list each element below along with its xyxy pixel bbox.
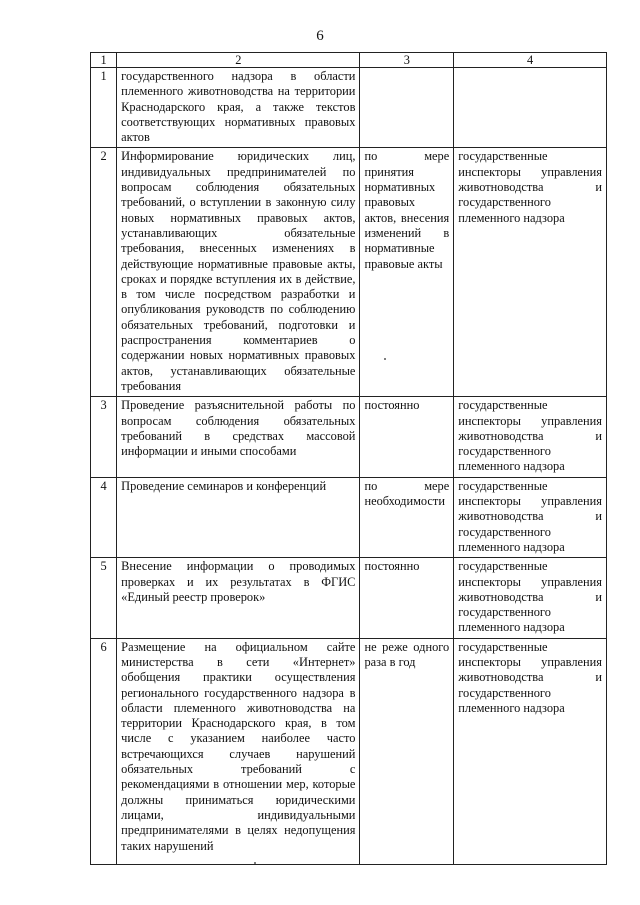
- measure-text: Размещение на официальном сайте министерства в сети «Интернет» обобщения практики осуществления регионального государственного надзора в области племенного животноводства на территории Краснодарского края, в том числе с указанием наиболее часто встречающихся случаев нарушений обязательных требований с рекомендациями в отношении мер, которые должны приниматься юридическими лицами, индивидуальными предпринимателями в целях недопущения таких нарушений: [117, 638, 360, 864]
- row-number: 3: [91, 397, 117, 477]
- row-number: 5: [91, 558, 117, 638]
- header-col-4: 4: [454, 53, 607, 68]
- measure-term: не реже одного раза в год: [360, 638, 454, 864]
- measure-responsible: государственные инспекторы управления животноводства и государственного племенного надзора: [454, 558, 607, 638]
- scan-speck: [384, 358, 386, 360]
- row-number: 2: [91, 148, 117, 397]
- measure-responsible: государственные инспекторы управления животноводства и государственного племенного надзора: [454, 638, 607, 864]
- measure-term: по мере принятия нормативных правовых актов, внесения изменений в нормативные правовые акты: [360, 148, 454, 397]
- measure-text: Проведение семинаров и конференций: [117, 477, 360, 557]
- header-col-3: 3: [360, 53, 454, 68]
- scan-speck: [254, 862, 256, 864]
- measure-responsible: [454, 68, 607, 148]
- measure-term: [360, 68, 454, 148]
- table-row: [91, 397, 607, 477]
- header-col-1: 1: [91, 53, 117, 68]
- table-row: [91, 558, 607, 638]
- measures-table: [90, 52, 607, 865]
- table-row: [91, 148, 607, 397]
- table-row: [91, 638, 607, 864]
- table-row: [91, 68, 607, 148]
- measure-term: по мере необходимости: [360, 477, 454, 557]
- measure-responsible: государственные инспекторы управления животноводства и государственного племенного надзора: [454, 397, 607, 477]
- measure-text: Внесение информации о проводимых проверках и их результатах в ФГИС «Единый реестр проверок»: [117, 558, 360, 638]
- measure-text: Информирование юридических лиц, индивидуальных предпринимателей по вопросам соблюдения обязательных требований, о вступлении в законную силу новых нормативных правовых актов, устанавливающих обязательные требования, внесенных изменениях в действующие нормативные правовые акты, сроках и порядке вступления их в действие, в том числе посредством разработки и опубликования руководств по соблюдению обязательных требований, подготовки и распространения комментариев о содержании новых нормативных правовых актов, устанавливающих обязательные требования: [117, 148, 360, 397]
- measure-responsible: государственные инспекторы управления животноводства и государственного племенного надзора: [454, 148, 607, 397]
- header-col-2: 2: [117, 53, 360, 68]
- measure-responsible: государственные инспекторы управления животноводства и государственного племенного надзора: [454, 477, 607, 557]
- measure-term: постоянно: [360, 558, 454, 638]
- row-number: 1: [91, 68, 117, 148]
- row-number: 4: [91, 477, 117, 557]
- row-number: 6: [91, 638, 117, 864]
- measure-text: государственного надзора в области племенного животноводства на территории Краснодарского края, а также текстов соответствующих нормативных правовых актов: [117, 68, 360, 148]
- measure-term: постоянно: [360, 397, 454, 477]
- measure-text: Проведение разъяснительной работы по вопросам соблюдения обязательных требований в средствах массовой информации и иными способами: [117, 397, 360, 477]
- table-header-row: [91, 53, 607, 68]
- page-number: 6: [316, 28, 324, 44]
- table-row: [91, 477, 607, 557]
